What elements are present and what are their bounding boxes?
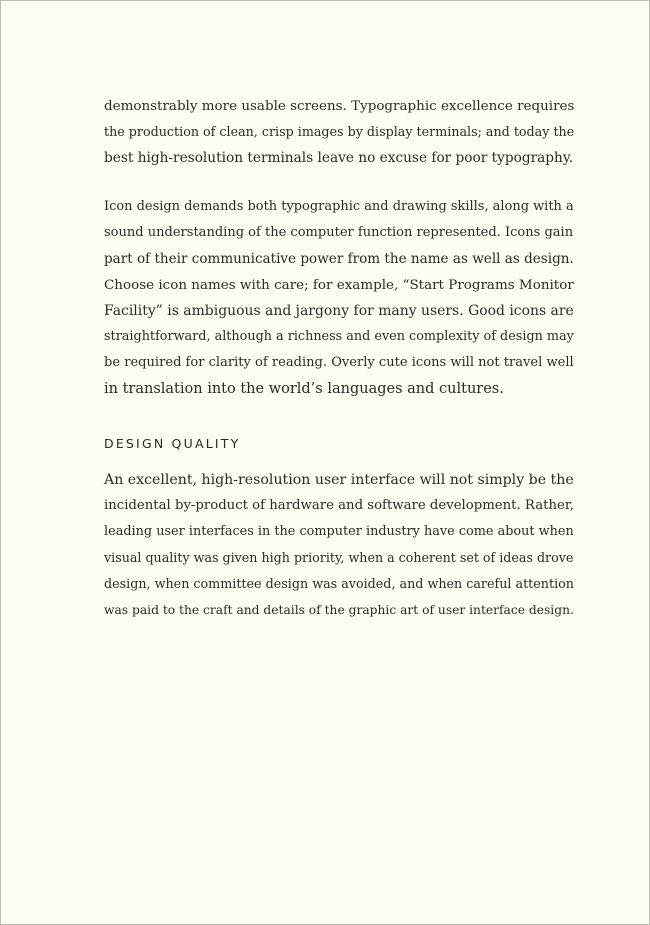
- paragraph-line: incidental by-product of hardware and software development. Rather,: [104, 498, 574, 513]
- paragraph-line: sound understanding of the computer function represented. Icons gain: [104, 225, 574, 240]
- paragraph-design-quality: [104, 467, 574, 623]
- paragraph-line: best high-resolution terminals leave no excuse for poor typography.: [104, 150, 574, 166]
- paragraph-line: the production of clean, crisp images by display terminals; and today the: [104, 124, 575, 139]
- paragraph-line: An excellent, high-resolution user interface will not simply be the: [104, 472, 574, 488]
- paragraph-line: in translation into the world’s languages and cultures.: [104, 381, 504, 397]
- paragraph-line: Facility” is ambiguous and jargony for many users. Good icons are: [104, 303, 574, 319]
- paragraph-line: part of their communicative power from the name as well as design.: [104, 251, 574, 267]
- paragraph-typographic-excellence: [104, 93, 574, 171]
- paragraph-line: leading user interfaces in the computer industry have come about when: [104, 524, 574, 539]
- paragraph-line: was paid to the craft and details of the graphic art of user interface design.: [104, 603, 574, 617]
- paragraph-line: visual quality was given high priority, when a coherent set of ideas drove: [104, 550, 574, 565]
- paragraph-line: Choose icon names with care; for example, “Start Programs Monitor: [104, 277, 574, 293]
- paragraph-line: demonstrably more usable screens. Typographic excellence requires: [104, 98, 575, 114]
- paragraph-line: straightforward, although a richness and even complexity of design may: [104, 329, 574, 344]
- paragraph-icon-design: [104, 194, 574, 402]
- paragraph-line: Icon design demands both typographic and drawing skills, along with a: [104, 199, 574, 214]
- paragraph-line: be required for clarity of reading. Overly cute icons will not travel well: [104, 355, 574, 370]
- paragraph-line: design, when committee design was avoided, and when careful attention: [104, 576, 574, 591]
- section-heading-design-quality: DESIGN QUALITY: [104, 436, 241, 451]
